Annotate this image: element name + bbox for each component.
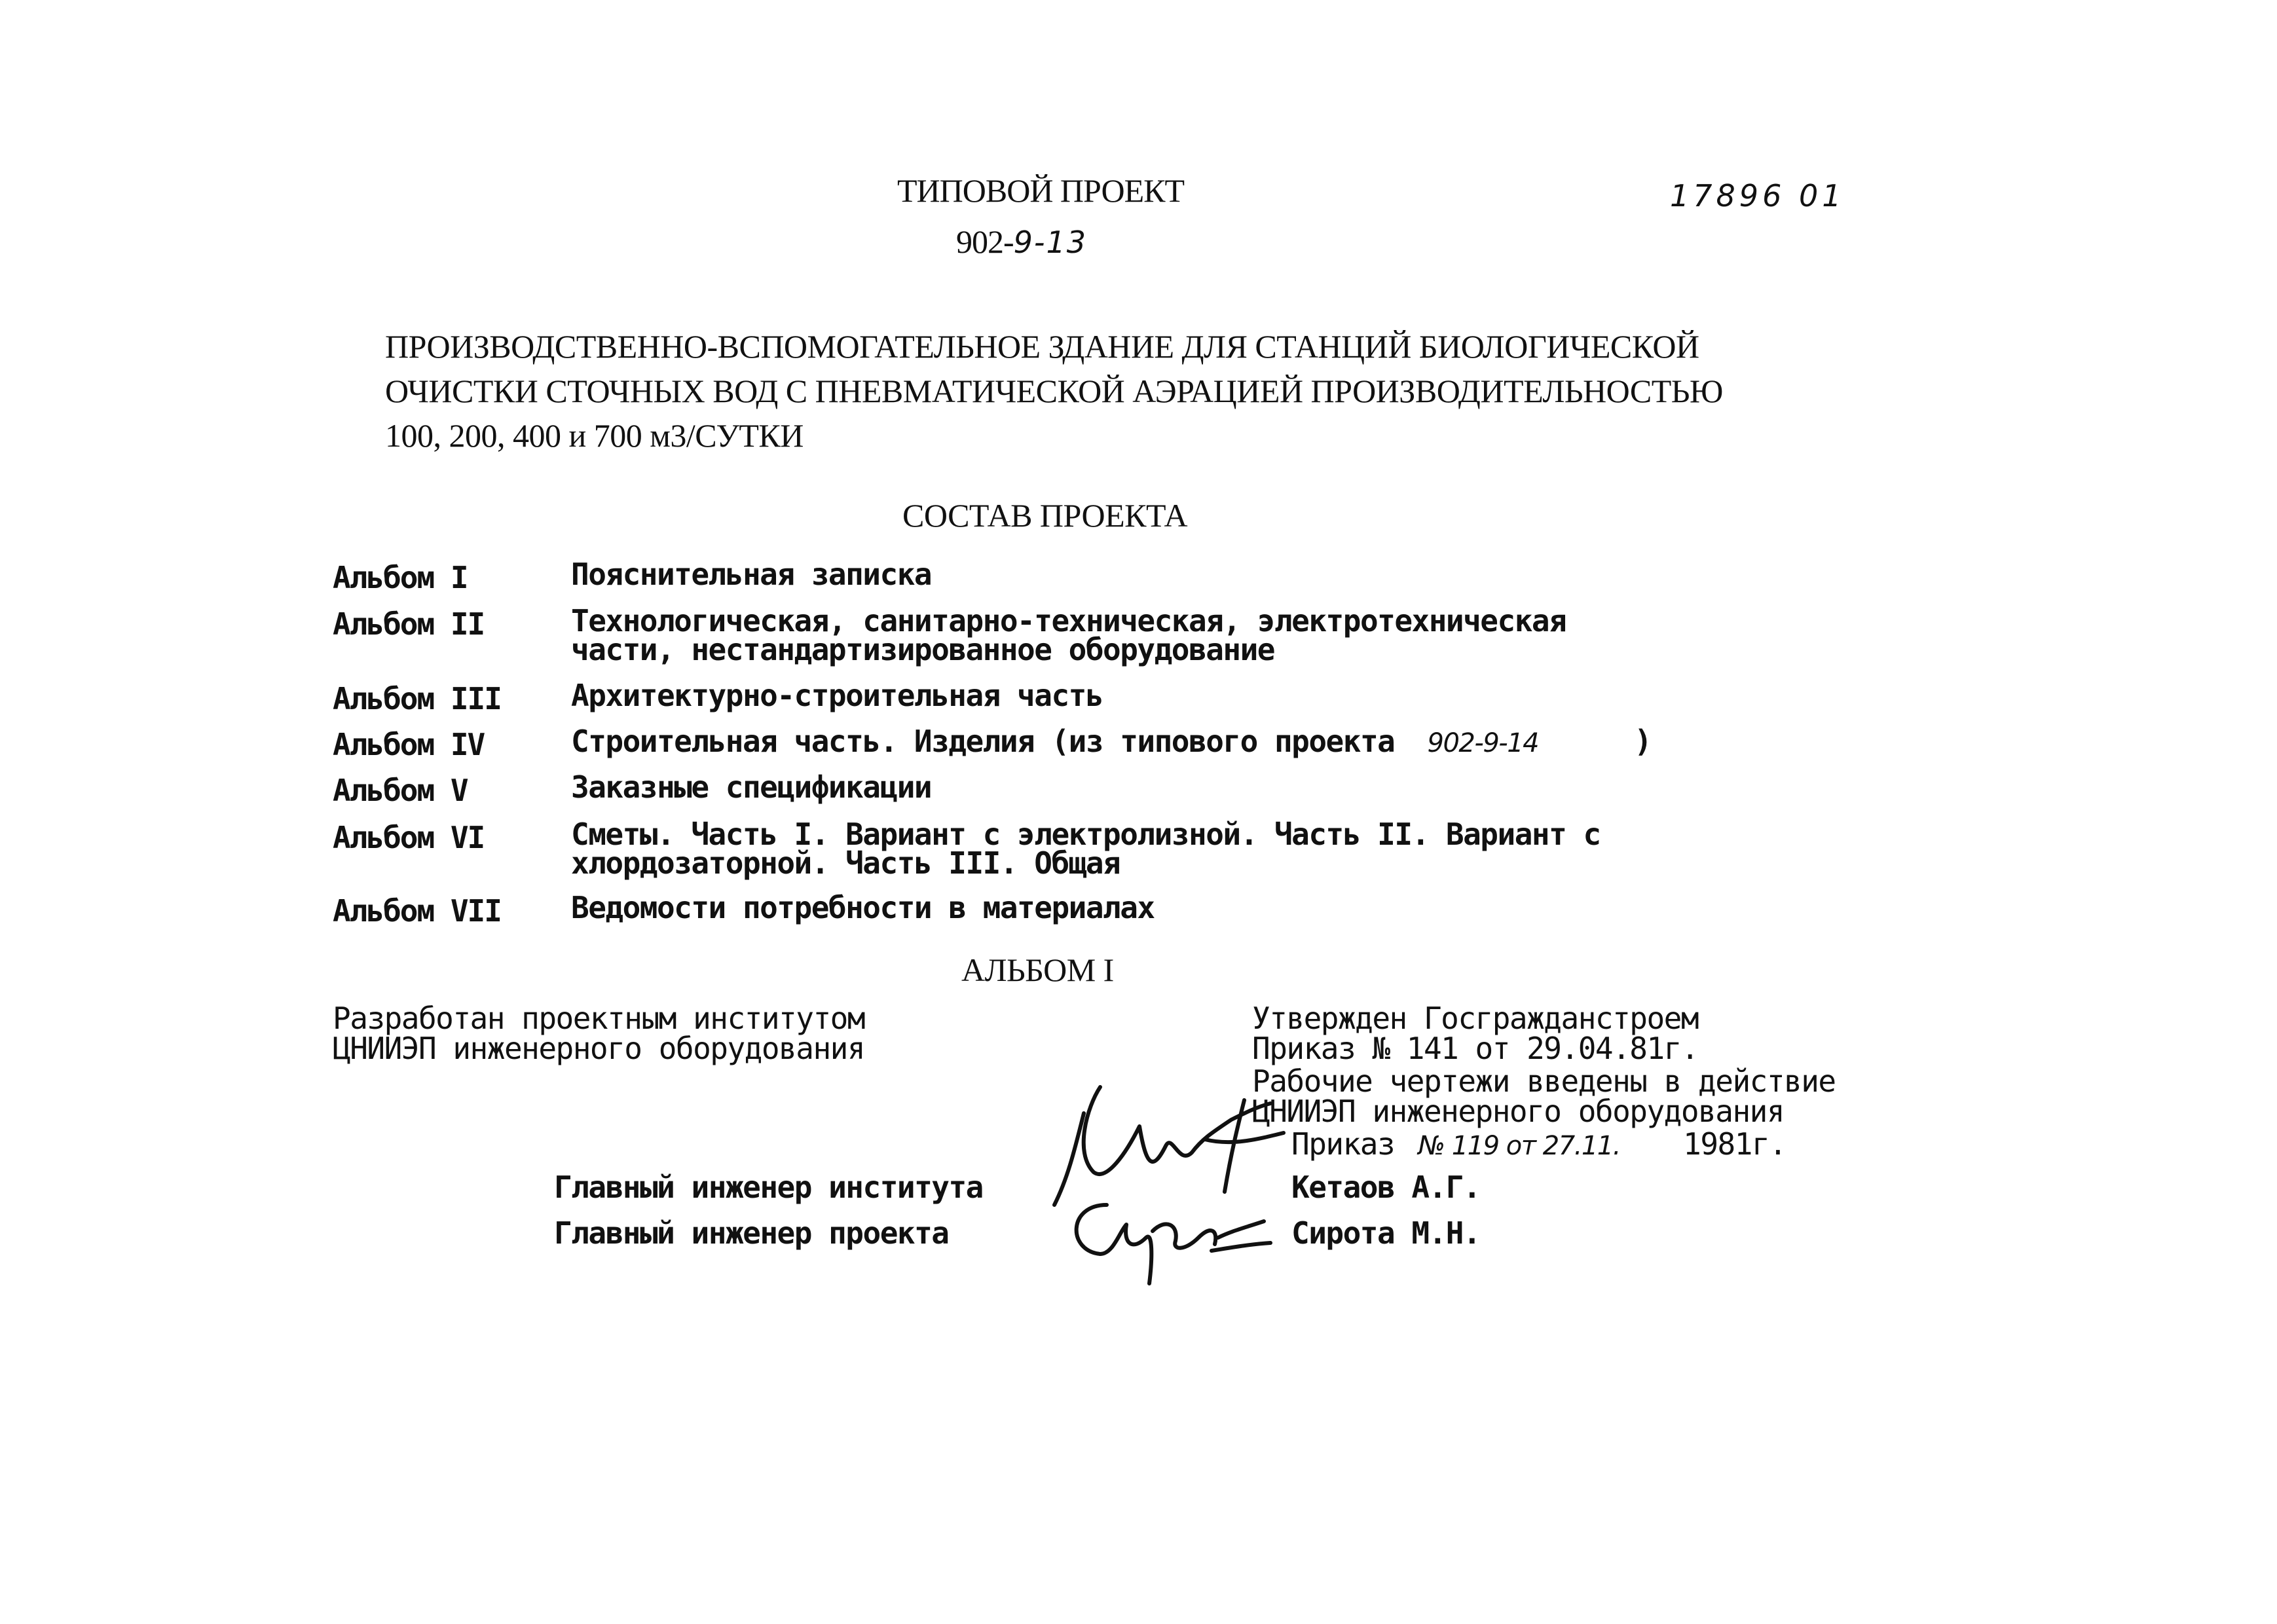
album-label: Альбом VI	[333, 820, 485, 855]
album-desc-handwritten: 902-9-14	[1427, 728, 1539, 758]
album-desc	[571, 724, 1652, 759]
approval-order-year: 1981г.	[1683, 1126, 1786, 1162]
album-label: Альбом V	[333, 773, 468, 808]
approval-line-3: Рабочие чертежи введены в действие	[1252, 1063, 1836, 1099]
signature-role-1: Главный инженер института	[554, 1170, 983, 1205]
developer-line-2: ЦНИИЭП инженерного оборудования	[333, 1031, 865, 1066]
album-label: Альбом II	[333, 606, 485, 642]
developer-line-1: Разработан проектным институтом	[333, 1001, 865, 1036]
album-desc: Пояснительная записка	[571, 557, 932, 592]
signature-1-scribble	[1035, 1074, 1297, 1211]
approval-line-4: ЦНИИЭП инженерного оборудования	[1252, 1094, 1785, 1129]
album-desc: Заказные спецификации	[571, 769, 932, 805]
signature-role-2: Главный инженер проекта	[554, 1215, 949, 1251]
album-label: Альбом I	[333, 560, 468, 595]
approval-order-handwritten: № 119 от 27.11.	[1418, 1131, 1620, 1161]
composition-heading: СОСТАВ ПРОЕКТА	[902, 497, 1188, 534]
approval-line-5	[1291, 1126, 1786, 1162]
approval-line-2: Приказ № 141 от 29.04.81г.	[1252, 1031, 1699, 1066]
album-desc: Архитектурно-строительная часть	[571, 678, 1103, 713]
title-line-1: ПРОИЗВОДСТВЕННО-ВСПОМОГАТЕЛЬНОЕ ЗДАНИЕ ДЛЯ СТАНЦИЙ БИОЛОГИЧЕСКОЙ	[385, 328, 1699, 365]
approval-line-1: Утвержден Госгражданстроем	[1252, 1001, 1699, 1036]
album-desc: Технологическая, санитарно-техническая, электротехническая части, нестандартизированное оборудование	[571, 603, 1566, 667]
current-album-heading: АЛЬБОМ I	[961, 951, 1114, 988]
project-number-prefix: 902-	[956, 223, 1014, 260]
approval-order-label: Приказ	[1291, 1126, 1395, 1162]
album-label: Альбом IV	[333, 727, 485, 762]
project-number-handwritten: 9-13	[1013, 225, 1088, 260]
signature-name-1: Кетаов А.Г.	[1291, 1170, 1481, 1205]
album-label: Альбом VII	[333, 893, 501, 929]
archive-number: 17896 01	[1670, 178, 1845, 213]
signature-name-2: Сирота М.Н.	[1291, 1215, 1481, 1251]
doc-type-heading: ТИПОВОЙ ПРОЕКТ	[897, 172, 1185, 209]
album-desc: Ведомости потребности в материалах	[571, 890, 1155, 925]
signature-2-scribble	[1054, 1192, 1277, 1290]
title-line-3: 100, 200, 400 и 700 м3/СУТКИ	[385, 417, 804, 454]
title-line-2: ОЧИСТКИ СТОЧНЫХ ВОД С ПНЕВМАТИЧЕСКОЙ АЭРАЦИЕЙ ПРОИЗВОДИТЕЛЬНОСТЬЮ	[385, 373, 1723, 409]
project-number	[956, 223, 1087, 261]
album-label: Альбом III	[333, 681, 501, 716]
album-desc-text: Строительная часть. Изделия (из типового проекта	[571, 724, 1395, 759]
album-desc: Сметы. Часть I. Вариант с электролизной. Часть II. Вариант с хлордозаторной. Часть III. Общая	[571, 817, 1601, 881]
album-desc-end: )	[1634, 724, 1652, 759]
